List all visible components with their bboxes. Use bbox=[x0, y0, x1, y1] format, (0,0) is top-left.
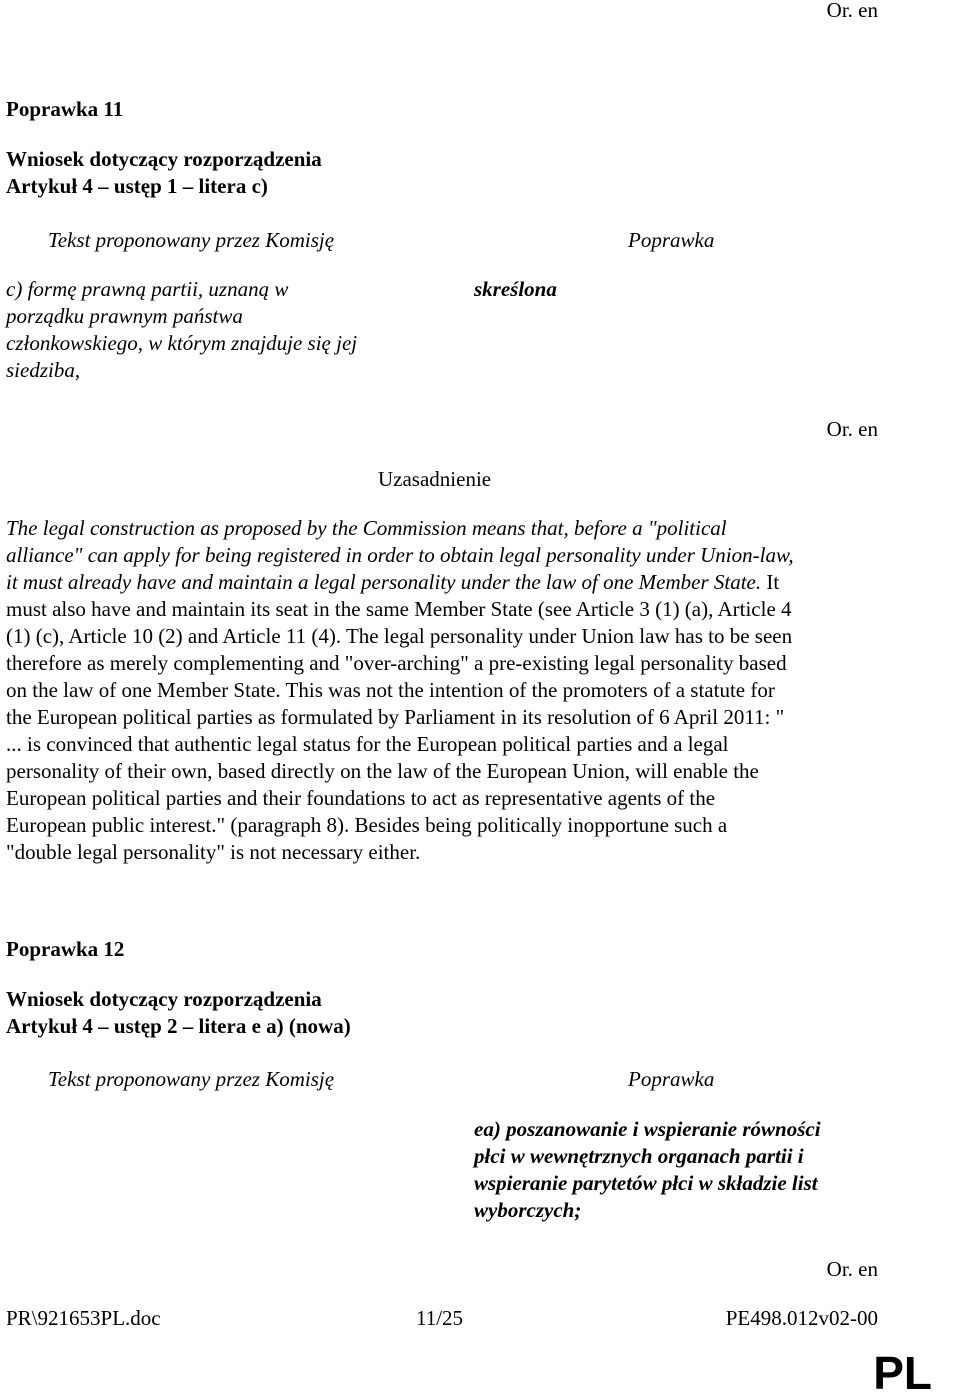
amendment-12-right-heading: Poprawka bbox=[628, 1067, 715, 1091]
right-text-line: wyborczych; bbox=[474, 1198, 582, 1222]
justification-line-text: on the law of one Member State. This was not the intention of the promoters of a statute for bbox=[6, 678, 775, 702]
amendment-12-origin-language: Or. en bbox=[826, 1257, 878, 1281]
justification-line-italic: The legal construction as proposed by the Commission means that, before a "political bbox=[6, 516, 727, 540]
justification-line bbox=[6, 704, 784, 731]
justification-line-italic: alliance" can apply for being registered in order to obtain legal personality under Union-law, bbox=[6, 543, 794, 567]
justification-line bbox=[6, 596, 792, 623]
justification-line-text: therefore as merely complementing and "over-arching" a pre-existing legal personality based bbox=[6, 651, 787, 675]
justification-line bbox=[6, 812, 727, 839]
right-text-line: ea) poszanowanie i wspieranie równości bbox=[474, 1117, 821, 1141]
justification-line bbox=[6, 542, 794, 569]
justification-line bbox=[6, 650, 787, 677]
justification-line bbox=[6, 785, 715, 812]
amendment-11-right-heading: Poprawka bbox=[628, 228, 715, 252]
justification-line-italic: it must already have and maintain a legal personality under the law of one Member State. bbox=[6, 570, 762, 594]
amendment-12-article: Artykuł 4 – ustęp 2 – litera e a) (nowa) bbox=[6, 1014, 351, 1038]
amendment-11-origin-language: Or. en bbox=[826, 417, 878, 441]
amendment-12-title: Poprawka 12 bbox=[6, 937, 125, 961]
justification-line-text: It bbox=[761, 570, 780, 594]
justification-line-text: ... is convinced that authentic legal status for the European political parties and a legal bbox=[6, 732, 729, 756]
justification-line bbox=[6, 515, 727, 542]
justification-line bbox=[6, 569, 779, 596]
amendment-11-left-heading: Tekst proponowany przez Komisję bbox=[48, 228, 335, 252]
justification-heading: Uzasadnienie bbox=[378, 467, 492, 491]
right-text-line: płci w wewnętrznych organach partii i bbox=[474, 1144, 804, 1168]
origin-language-top: Or. en bbox=[826, 0, 878, 22]
justification-line-text: (1) (c), Article 10 (2) and Article 11 (4). The legal personality under Union law has to be seen bbox=[6, 624, 793, 648]
justification-line bbox=[6, 839, 420, 866]
amendment-12-left-heading: Tekst proponowany przez Komisję bbox=[48, 1067, 335, 1091]
justification-line bbox=[6, 677, 775, 704]
left-text-line: członkowskiego, w którym znajduje się jej bbox=[6, 331, 358, 355]
justification-line bbox=[6, 731, 729, 758]
amendment-12-proposal: Wniosek dotyczący rozporządzenia bbox=[6, 987, 322, 1011]
footer-page-number: 11/25 bbox=[416, 1306, 464, 1330]
justification-line-text: European public interest." (paragraph 8). Besides being politically inopportune such a bbox=[6, 813, 728, 837]
justification-line-text: personality of their own, based directly on the law of the European Union, will enable the bbox=[6, 759, 759, 783]
justification-line-text: the European political parties as formulated by Parliament in its resolution of 6 April 2011: " bbox=[6, 705, 785, 729]
amendment-11-right-text: skreślona bbox=[474, 277, 557, 301]
left-text-line: c) formę prawną partii, uznaną w bbox=[6, 277, 289, 301]
right-text-line: wspieranie parytetów płci w składzie list bbox=[474, 1171, 818, 1195]
amendment-11-proposal: Wniosek dotyczący rozporządzenia bbox=[6, 147, 322, 171]
justification-line bbox=[6, 623, 792, 650]
footer-doc-ref: PR\921653PL.doc bbox=[6, 1306, 161, 1330]
amendment-11-article: Artykuł 4 – ustęp 1 – litera c) bbox=[6, 174, 268, 198]
left-text-line: siedziba, bbox=[6, 358, 81, 382]
justification-line bbox=[6, 758, 759, 785]
justification-line-text: must also have and maintain its seat in the same Member State (see Article 3 (1) (a), Article 4 bbox=[6, 597, 792, 621]
amendment-11-title: Poprawka 11 bbox=[6, 97, 124, 121]
left-text-line: porządku prawnym państwa bbox=[6, 304, 243, 328]
footer-language-code: PL bbox=[873, 1347, 932, 1399]
footer-pe-ref: PE498.012v02-00 bbox=[725, 1306, 878, 1330]
justification-line-text: "double legal personality" is not necessary either. bbox=[6, 840, 421, 864]
justification-line-text: European political parties and their foundations to act as representative agents of the bbox=[6, 786, 716, 810]
